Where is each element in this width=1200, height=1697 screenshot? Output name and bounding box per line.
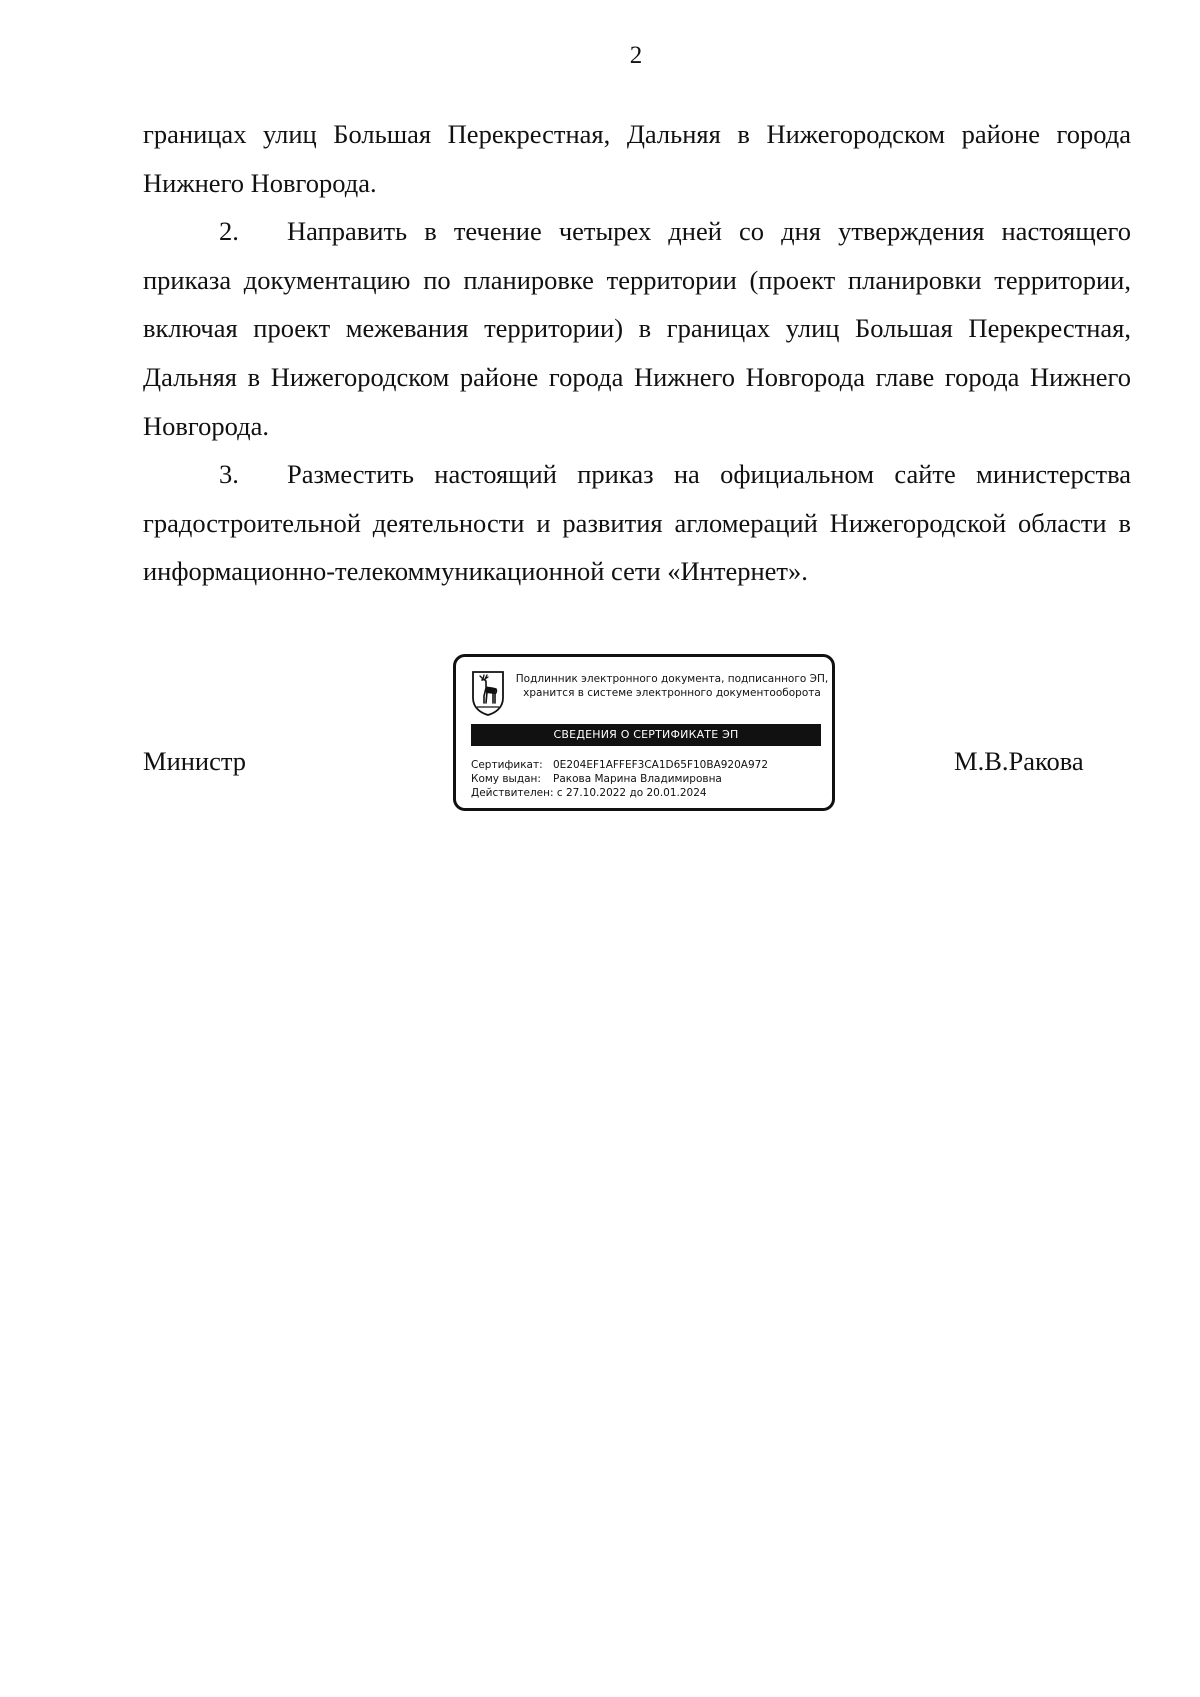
issued-to-value: Ракова Марина Владимировна bbox=[553, 773, 722, 785]
stamp-details bbox=[471, 758, 826, 800]
paragraph-continuation: границах улиц Большая Перекрестная, Дальняя в Нижегородском районе города Нижнего Новгорода. bbox=[143, 119, 1131, 198]
stamp-title-bar: СВЕДЕНИЯ О СЕРТИФИКАТЕ ЭП bbox=[471, 724, 821, 746]
document-body bbox=[143, 110, 1131, 596]
item-3-number: 3. bbox=[219, 459, 239, 490]
coat-of-arms-icon bbox=[471, 670, 505, 716]
signature-name: М.В.Ракова bbox=[954, 746, 1084, 776]
issued-to-label: Кому выдан: bbox=[471, 773, 541, 785]
stamp-header-line-1: Подлинник электронного документа, подписанного ЭП, bbox=[515, 673, 829, 685]
certificate-label: Сертификат: bbox=[471, 759, 543, 771]
stamp-header bbox=[512, 672, 832, 700]
certificate-value: 0E204EF1AFFEF3CA1D65F10BA920A972 bbox=[553, 759, 769, 771]
item-2-number: 2. bbox=[219, 216, 239, 247]
paragraph-item-2 bbox=[143, 207, 1131, 450]
item-2-text: Направить в течение четырех дней со дня утверждения настоящего приказа документацию по планировке территории (проект планировки территории, включая проект межевания территории) в границах улиц Большая Перекрестная, Дальняя в Нижегородском районе города Нижнего Новгорода главе города Нижнего Новгорода. bbox=[143, 216, 1131, 441]
certificate-row bbox=[471, 758, 826, 772]
paragraph-item-3 bbox=[143, 450, 1131, 596]
signature-position: Министр bbox=[143, 746, 247, 776]
stamp-header-line-2: хранится в системе электронного документооборота bbox=[523, 687, 821, 699]
item-3-text: Разместить настоящий приказ на официальном сайте министерства градостроительной деятельности и развития агломераций Нижегородской области в информационно-телекоммуникационной сети «Интернет». bbox=[143, 459, 1131, 587]
electronic-signature-stamp bbox=[453, 654, 835, 811]
page-number: 2 bbox=[629, 42, 643, 69]
issued-to-row bbox=[471, 772, 826, 786]
validity-row: Действителен: с 27.10.2022 до 20.01.2024 bbox=[471, 787, 707, 799]
